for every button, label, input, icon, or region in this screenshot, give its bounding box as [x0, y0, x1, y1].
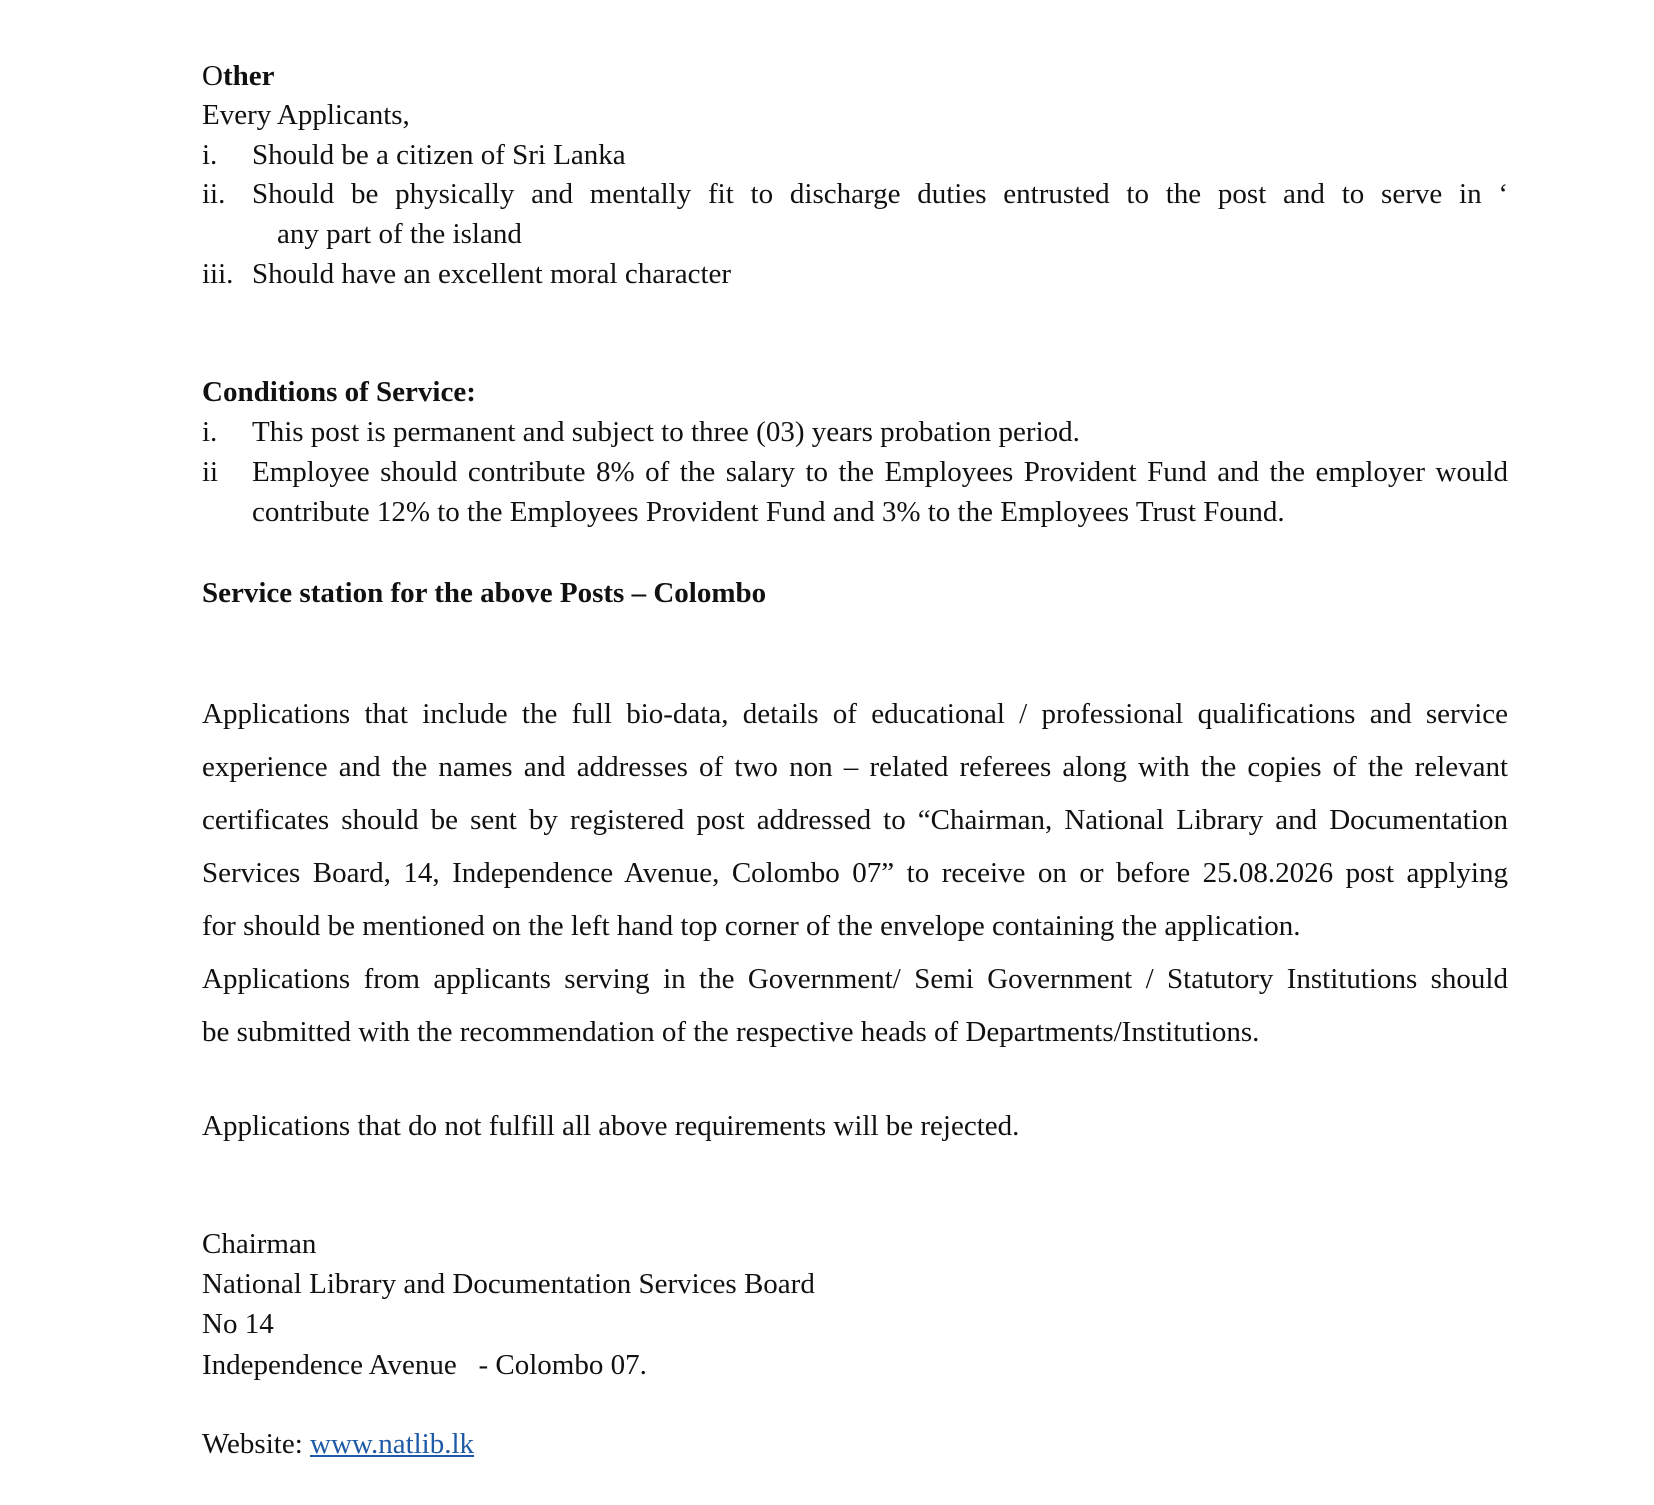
other-heading-first-letter: O — [202, 60, 223, 92]
applications-paragraph-line-5: for should be mentioned on the left hand top corner of the envelope containing the application. — [202, 910, 1301, 942]
website-line — [202, 1430, 474, 1459]
applications-paragraph-line-4: Services Board, 14, Independence Avenue, Colombo 07” to receive on or before 25.08.2026 post applying — [202, 857, 1508, 889]
other-item-1-number: i. — [202, 139, 218, 171]
applications-paragraph-line-6: Applications from applicants serving in the Government/ Semi Government / Statutory Institutions should — [202, 963, 1508, 995]
service-station-heading: Service station for the above Posts – Colombo — [202, 577, 767, 609]
conditions-item-1-number: i. — [202, 416, 218, 448]
other-item-2-number: ii. — [202, 178, 226, 210]
applications-paragraph-line-1: Applications that include the full bio-data, details of educational / professional qualifications and service — [202, 698, 1508, 730]
conditions-item-2-text-line-2: contribute 12% to the Employees Provident Fund and 3% to the Employees Trust Found. — [252, 496, 1285, 528]
other-item-2-text-line-2: any part of the island — [277, 218, 522, 250]
conditions-item-2-number: ii — [202, 456, 219, 488]
other-item-3-text: Should have an excellent moral character — [252, 258, 732, 290]
website-link[interactable]: www.natlib.lk — [310, 1428, 475, 1460]
signature-number: No 14 — [202, 1308, 274, 1340]
other-item-1-text: Should be a citizen of Sri Lanka — [252, 139, 626, 171]
applications-paragraph-line-3: certificates should be sent by registered post addressed to “Chairman, National Library and Documentation — [202, 804, 1508, 836]
signature-title: Chairman — [202, 1228, 317, 1260]
signature-address: Independence Avenue - Colombo 07. — [202, 1349, 647, 1381]
conditions-item-1-text: This post is permanent and subject to three (03) years probation period. — [252, 416, 1080, 448]
other-item-3-number: iii. — [202, 258, 234, 290]
document-page — [202, 0, 1508, 1505]
rejection-notice: Applications that do not fulfill all above requirements will be rejected. — [202, 1110, 1020, 1142]
other-item-2-text-line-1: Should be physically and mentally fit to discharge duties entrusted to the post and to serve in ‘ — [252, 178, 1508, 210]
signature-organization: National Library and Documentation Services Board — [202, 1268, 815, 1300]
other-heading-rest: ther — [222, 60, 275, 92]
other-intro: Every Applicants, — [202, 99, 410, 131]
applications-paragraph-line-7: be submitted with the recommendation of the respective heads of Departments/Institutions. — [202, 1016, 1260, 1048]
conditions-item-2-text-line-1: Employee should contribute 8% of the salary to the Employees Provident Fund and the employer would — [252, 456, 1508, 488]
conditions-heading: Conditions of Service: — [202, 376, 476, 408]
other-heading — [202, 62, 274, 91]
applications-paragraph-line-2: experience and the names and addresses of two non – related referees along with the copies of the relevant — [202, 751, 1508, 783]
website-label: Website: — [202, 1428, 310, 1460]
